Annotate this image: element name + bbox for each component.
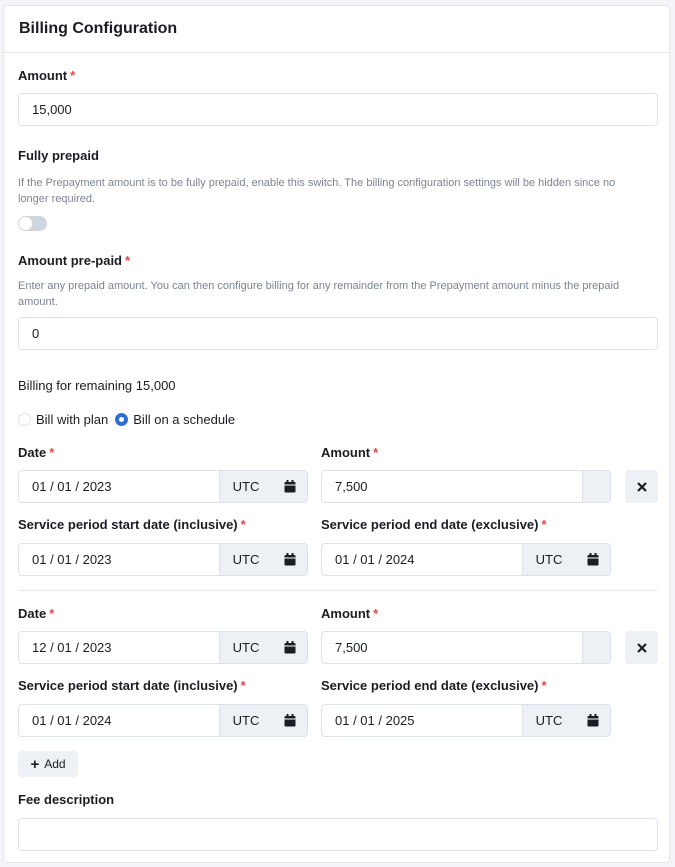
service-start-input-value: 01 / 01 / 2024 [32,713,112,728]
service-start-input-value: 01 / 01 / 2023 [32,552,112,567]
date-input[interactable] [18,631,308,664]
schedule-amount-label: Amount * [321,445,379,460]
date-label: Date * [18,606,55,621]
close-icon [637,643,647,653]
date-input-value: 01 / 01 / 2023 [32,479,112,494]
fully-prepaid-help: If the Prepayment amount is to be fully prepaid, enable this switch. The billing configuration settings will be hidden since no longer required. [18,177,616,205]
amount-input[interactable]: 15,000 [18,93,658,126]
remove-row-button[interactable] [625,470,658,503]
bill-with-plan-label: Bill with plan [36,412,109,427]
service-start-input[interactable] [18,704,308,737]
amount-prepaid-label: Amount pre-paid * [18,253,131,268]
timezone-addon: UTC [522,705,575,736]
fee-description-label: Fee description [18,792,115,807]
calendar-icon[interactable] [575,544,610,575]
add-button[interactable]: + Add [18,751,78,777]
service-start-label: Service period start date (inclusive) * [18,517,246,532]
calendar-icon[interactable] [272,632,307,663]
service-start-input[interactable] [18,543,308,576]
card-title: Billing Configuration [4,6,669,53]
service-end-label: Service period end date (exclusive) * [321,678,547,693]
billing-mode-radio-group [18,412,235,427]
schedule-amount-value: 7,500 [335,640,368,655]
schedule-amount-input[interactable] [321,470,611,503]
timezone-addon: UTC [219,544,272,575]
calendar-icon[interactable] [272,471,307,502]
amount-addon [582,632,610,663]
schedule-amount-label: Amount * [321,606,379,621]
calendar-icon[interactable] [272,705,307,736]
close-icon [637,482,647,492]
service-end-input-value: 01 / 01 / 2024 [335,552,415,567]
fully-prepaid-label: Fully prepaid [18,148,99,163]
date-label: Date * [18,445,55,460]
bill-on-schedule-radio[interactable] [115,413,128,426]
amount-label: Amount * [18,68,76,83]
service-end-input-value: 01 / 01 / 2025 [335,713,415,728]
schedule-amount-value: 7,500 [335,479,368,494]
bill-with-plan-radio[interactable] [18,413,31,426]
calendar-icon[interactable] [272,544,307,575]
timezone-addon: UTC [219,471,272,502]
timezone-addon: UTC [522,544,575,575]
date-input-value: 12 / 01 / 2023 [32,640,112,655]
timezone-addon: UTC [219,632,272,663]
amount-prepaid-help: Enter any prepaid amount. You can then configure billing for any remainder from the Prepayment amount minus the prepaid amount. [18,280,620,308]
date-input[interactable] [18,470,308,503]
amount-prepaid-input[interactable]: 0 [18,317,658,350]
fee-description-input[interactable] [18,818,658,851]
divider [18,590,658,591]
amount-addon [582,471,610,502]
timezone-addon: UTC [219,705,272,736]
service-start-label: Service period start date (inclusive) * [18,678,246,693]
service-end-input[interactable] [321,543,611,576]
plus-icon: + [30,755,40,773]
remove-row-button[interactable] [625,631,658,664]
fully-prepaid-toggle[interactable] [18,216,47,231]
schedule-amount-input[interactable] [321,631,611,664]
service-end-label: Service period end date (exclusive) * [321,517,547,532]
calendar-icon[interactable] [575,705,610,736]
billing-remaining-text: Billing for remaining 15,000 [18,378,176,393]
bill-on-schedule-label: Bill on a schedule [133,412,236,427]
service-end-input[interactable] [321,704,611,737]
